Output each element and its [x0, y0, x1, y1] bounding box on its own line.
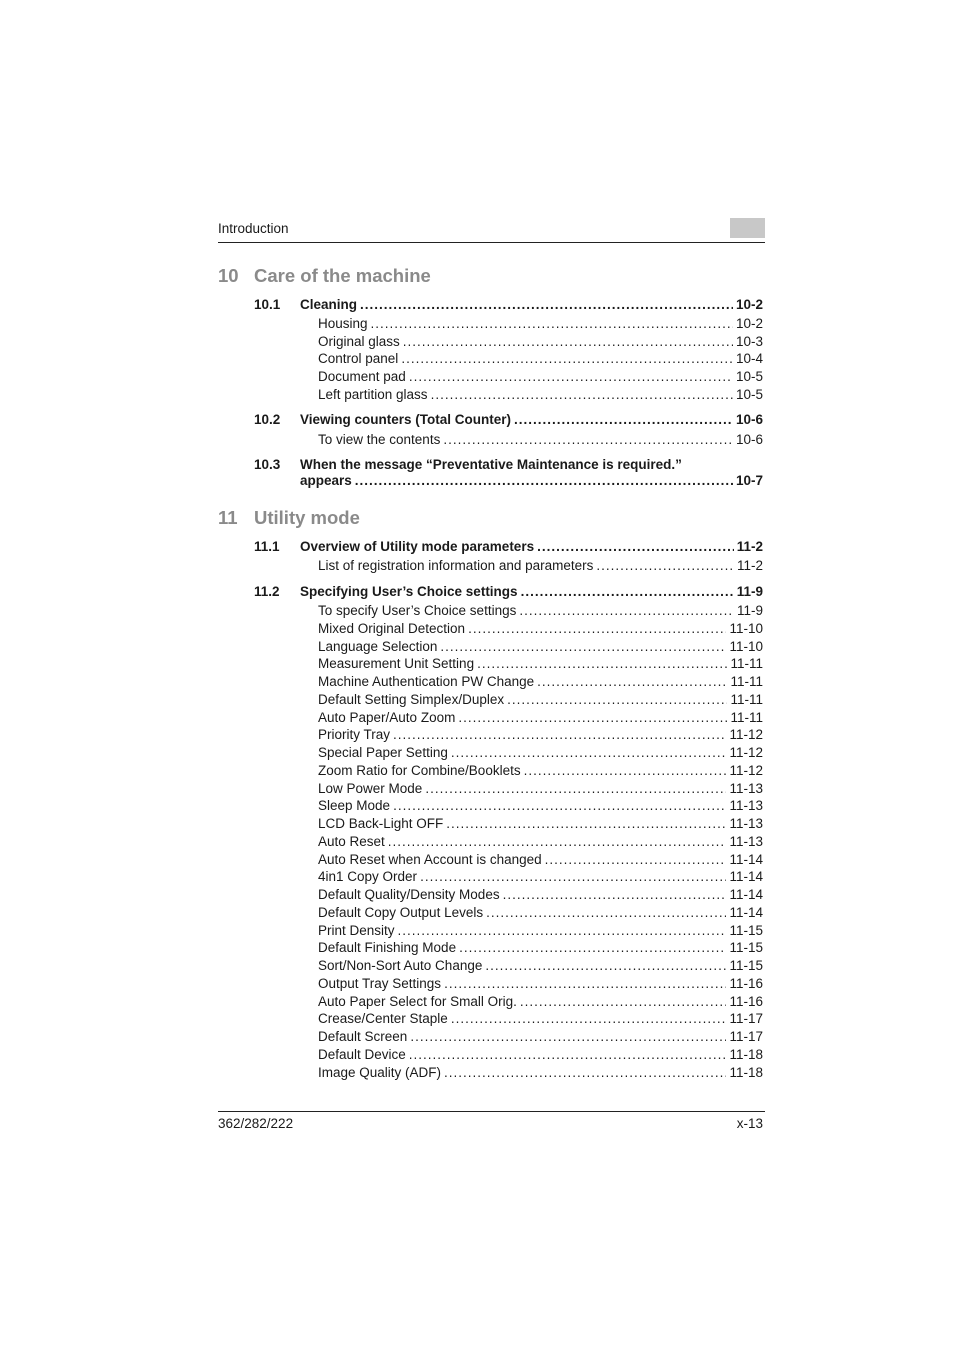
chapter-number: 10 [218, 265, 239, 286]
toc-entry-page: 11-10 [729, 638, 763, 654]
dot-leader [446, 816, 726, 831]
toc-entry[interactable] [318, 745, 763, 760]
toc-entry[interactable] [318, 940, 763, 955]
toc-entry[interactable] [318, 798, 763, 813]
toc-section-entry[interactable]: Specifying User’s Choice settings ..... 11-9 [300, 584, 763, 599]
toc-entry-title: LCD Back-Light OFF [318, 816, 444, 831]
toc-entry[interactable] [318, 905, 763, 920]
toc-entry-page: 11-18 [729, 1064, 763, 1080]
toc-entry-title: Sleep Mode [318, 798, 391, 814]
chapter-title: Care of the machine [254, 265, 431, 286]
toc-entry[interactable] [318, 1047, 763, 1062]
toc-entry-title: Low Power Mode [318, 780, 423, 796]
toc-entry[interactable] [318, 994, 763, 1009]
toc-entry-title: Default Screen [318, 1029, 408, 1044]
toc-entry-page: 11-17 [729, 1011, 763, 1027]
toc-entry-page: 11-15 [729, 940, 763, 956]
toc-section-title-line: When the message “Preventative Maintenance is required.” [300, 457, 682, 472]
dot-leader [444, 1065, 726, 1080]
dot-leader [485, 958, 726, 973]
toc-section-entry[interactable]: Viewing counters (Total Counter) ..... 10-6 [300, 412, 763, 427]
toc-entry-page: 11-14 [729, 851, 763, 867]
toc-entry-page: 11-12 [729, 762, 763, 778]
toc-entry-page: 11-12 [729, 727, 763, 743]
dot-leader [545, 852, 727, 867]
toc-entry-page: 11-11 [730, 674, 763, 689]
toc-entry[interactable]: Document pad ..... 10-5 [318, 369, 763, 384]
toc-entry-title: Auto Paper/Auto Zoom [318, 709, 456, 725]
toc-entry-title: Image Quality (ADF) [318, 1064, 442, 1080]
chapter-title: Utility mode [254, 507, 360, 528]
header-title: Introduction [218, 221, 289, 236]
dot-leader [393, 727, 726, 742]
toc-entry-page: 11-12 [729, 745, 763, 760]
dot-leader [507, 692, 727, 707]
dot-leader [520, 994, 727, 1009]
dot-leader [420, 869, 726, 884]
dot-leader [440, 639, 726, 654]
section-number: 10.2 [254, 412, 281, 427]
toc-entry-title: Default Quality/Density Modes [318, 887, 500, 902]
toc-entry-title: Language Selection [318, 638, 438, 654]
dot-leader [486, 905, 726, 920]
toc-entry[interactable] [318, 834, 763, 849]
toc-entry-title: Print Density [318, 922, 395, 938]
section-number: 10.3 [254, 457, 281, 472]
dot-leader [519, 603, 734, 618]
toc-entry-page: 11-16 [729, 993, 763, 1009]
chapter-heading [218, 507, 360, 529]
toc-entry-title: Auto Paper Select for Small Orig. [318, 993, 517, 1009]
toc-entry-page: 11-15 [729, 922, 763, 938]
dot-leader [459, 940, 726, 955]
chapter-heading [218, 265, 431, 287]
toc-entry[interactable] [318, 887, 763, 902]
toc-section-entry[interactable]: Overview of Utility mode parameters ..... 11-2 [300, 539, 763, 554]
toc-entry[interactable]: Original glass ..... 10-3 [318, 334, 763, 349]
page-footer [218, 1111, 765, 1136]
footer-model-number: 362/282/222 [218, 1116, 294, 1131]
dot-leader [458, 710, 727, 725]
dot-leader [524, 763, 727, 778]
toc-entry-page: 11-11 [730, 709, 763, 725]
toc-entry-title: Machine Authentication PW Change [318, 674, 535, 689]
toc-entry-title: Zoom Ratio for Combine/Booklets [318, 762, 521, 778]
footer-page-number: x-13 [736, 1116, 763, 1131]
toc-entry[interactable] [318, 763, 763, 778]
toc-entry-page: 11-14 [729, 869, 763, 885]
dot-leader [393, 798, 726, 813]
header-tab-marker [730, 218, 765, 238]
section-number: 11.1 [254, 539, 280, 554]
toc-entry-title: To specify User’s Choice settings [318, 603, 517, 618]
dot-leader [409, 1047, 727, 1062]
toc-entry-title: 4in1 Copy Order [318, 869, 418, 885]
dot-leader [388, 834, 727, 849]
toc-entry-page: 11-16 [729, 975, 763, 991]
toc-entry-page: 11-13 [729, 833, 763, 849]
toc-entry-page: 11-10 [729, 620, 763, 636]
toc-entry-title: Mixed Original Detection [318, 620, 466, 636]
toc-entry[interactable] [318, 1011, 763, 1026]
toc-entry[interactable] [318, 958, 763, 973]
toc-entry[interactable] [318, 1065, 763, 1080]
toc-section-entry[interactable]: appears ..... 10-7 [300, 473, 763, 488]
toc-entry-title: Crease/Center Staple [318, 1011, 448, 1027]
toc-entry[interactable] [318, 816, 763, 831]
toc-entry-page: 11-18 [729, 1046, 763, 1062]
section-number: 11.2 [254, 584, 280, 599]
dot-leader [477, 656, 727, 671]
dot-leader [451, 745, 727, 760]
toc-entry[interactable] [318, 621, 763, 636]
toc-section-entry[interactable]: Cleaning ..... 10-2 [300, 297, 763, 312]
toc-entry[interactable] [318, 781, 763, 796]
dot-leader [537, 674, 727, 689]
page-header [218, 218, 765, 243]
toc-entry-title: Default Finishing Mode [318, 940, 457, 956]
dot-leader [444, 976, 726, 991]
toc-entry-page: 11-14 [729, 887, 763, 902]
toc-entry[interactable] [318, 727, 763, 742]
dot-leader [468, 621, 726, 636]
toc-entry[interactable] [318, 639, 763, 654]
dot-leader [398, 923, 727, 938]
toc-entry[interactable]: Control panel ..... 10-4 [318, 351, 763, 366]
toc-entry-title: Measurement Unit Setting [318, 656, 475, 672]
dot-leader [503, 887, 727, 902]
toc-entry[interactable]: Left partition glass ..... 10-5 [318, 387, 763, 402]
toc-entry[interactable]: To view the contents ..... 10-6 [318, 432, 763, 447]
section-number: 10.1 [254, 297, 281, 312]
toc-entry-page: 11-15 [729, 958, 763, 973]
toc-entry-title: Default Setting Simplex/Duplex [318, 691, 505, 707]
toc-entry-title: Auto Reset when Account is changed [318, 851, 542, 867]
toc-entry-title: Priority Tray [318, 727, 391, 743]
toc-entry-title: Output Tray Settings [318, 975, 442, 991]
toc-entry[interactable]: Housing ..... 10-2 [318, 316, 763, 331]
dot-leader [425, 781, 726, 796]
toc-entry-title: Special Paper Setting [318, 745, 448, 760]
dot-leader [410, 1029, 726, 1044]
toc-entry[interactable] [318, 656, 763, 671]
toc-entry[interactable] [318, 923, 763, 938]
toc-entry-page: 11-13 [729, 798, 763, 814]
toc-entry-page: 11-11 [730, 656, 763, 672]
toc-entry[interactable] [318, 674, 763, 689]
toc-entry-page: 11-11 [730, 691, 763, 707]
toc-entry-title: Sort/Non-Sort Auto Change [318, 958, 483, 973]
toc-entry[interactable] [318, 692, 763, 707]
dot-leader [451, 1011, 727, 1026]
toc-entry[interactable]: List of registration information and parameters ..... 11-2 [318, 558, 763, 573]
chapter-number: 11 [218, 507, 238, 528]
toc-entry-title: Default Device [318, 1046, 406, 1062]
toc-entry[interactable] [318, 869, 763, 884]
toc-entry-page: 11-17 [729, 1029, 763, 1044]
toc-entry[interactable] [318, 710, 763, 725]
toc-entry[interactable] [318, 976, 763, 991]
toc-entry-page: 11-13 [729, 780, 763, 796]
toc-entry[interactable] [318, 603, 763, 618]
toc-entry-page: 11-13 [729, 816, 763, 831]
toc-entry[interactable] [318, 852, 763, 867]
toc-entry-title: Auto Reset [318, 833, 385, 849]
toc-entry-page: 11-14 [729, 904, 763, 920]
toc-entry[interactable] [318, 1029, 763, 1044]
toc-entry-title: Default Copy Output Levels [318, 904, 484, 920]
toc-entry-page: 11-9 [736, 603, 763, 618]
